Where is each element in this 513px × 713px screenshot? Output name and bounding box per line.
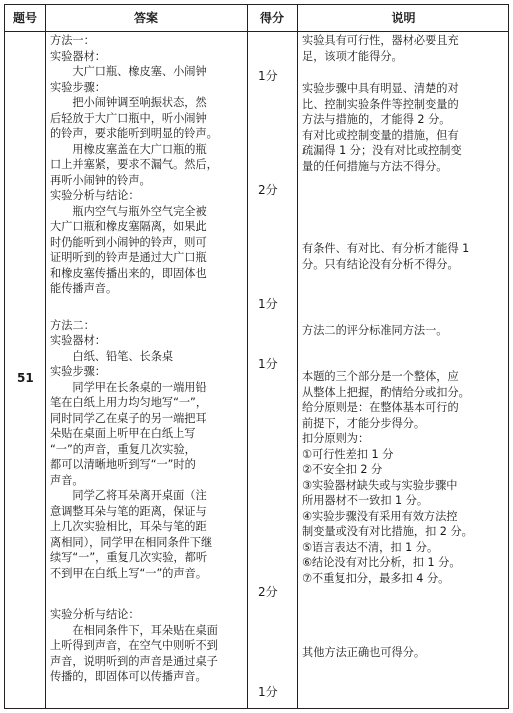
answer-line: 声音。 (50, 473, 84, 487)
note-line: 实验具有可行性，器材必要且充 (302, 34, 459, 47)
answer-line: 实验步骤： (50, 80, 106, 94)
answer-line: 离相同），同学甲在相同条件下继 (50, 535, 213, 549)
note-other-methods (302, 645, 507, 661)
note-steps (302, 81, 507, 174)
answer-line (50, 297, 244, 318)
answer-line: 都可以清晰地听到写“一”时的 (50, 458, 196, 471)
answer-line: 同学乙将耳朵离开桌面（注 (50, 489, 207, 502)
answer-line (50, 581, 244, 607)
note-line: ①可行性差扣 1 分 (302, 447, 394, 461)
answer-line: 上几次实验相比，耳朵与笔的距 (50, 520, 207, 533)
note-line: 有对比或控制变量的措施，但有 (302, 128, 459, 142)
score-analysis-1: 1分 (258, 297, 278, 311)
note-line: 本题的三个部分是一个整体，应 (302, 370, 459, 383)
answer-line: 声音，说明听到的声音是通过桌子 (50, 654, 218, 668)
answer-line: 不到甲在白纸上写“一”的声音。 (50, 566, 208, 580)
answer-line: 续写“一”，重复几次实验，都听 (50, 551, 208, 564)
header-divider (5, 31, 508, 32)
note-line: 扣分原则为： (302, 432, 370, 445)
answer-line: 实验器材： (50, 49, 106, 63)
answer-line: 在相同条件下，耳朵贴在桌面 (50, 623, 218, 637)
note-line: 实验步骤中具有明显、清楚的对 (302, 82, 459, 95)
answer-line: 方法二： (50, 318, 95, 332)
note-method-two (302, 323, 507, 339)
note-line: ③实验器材缺失或与实验步骤中 (302, 478, 458, 492)
note-line: 从整体上把握，酌情给分或扣分。 (302, 385, 470, 399)
note-line: 方法二的评分标准同方法一。 (302, 324, 448, 337)
note-line: 方法与措施的，才能得 2 分。 (302, 113, 451, 126)
header-answer: 答案 (133, 11, 158, 25)
note-equipment (302, 33, 507, 64)
answer-line: 和橡皮塞传播出来的，即固体也 (50, 266, 207, 280)
answer-line: 把小闹钟调至响振状态，然 (50, 96, 207, 109)
divider-col-2 (247, 5, 248, 708)
answer-line: 能传播声音。 (50, 282, 118, 295)
note-line: ⑤语言表达不清，扣 1 分。 (302, 540, 439, 554)
note-line: 给分原则是：在整体基本可行的 (302, 401, 459, 414)
answer-line: 证明听到的铃声是通过大广口瓶 (50, 251, 207, 264)
note-analysis (302, 241, 507, 272)
note-line: 足，该项才能得分。 (302, 49, 403, 63)
header-note: 说明 (391, 11, 416, 25)
header-score: 得分 (259, 11, 284, 25)
score-steps-1: 2分 (258, 183, 278, 197)
answer-line: 的铃声，要求能听到明显的铃声。 (50, 127, 218, 140)
divider-col-1 (45, 5, 46, 708)
answer-line: 笔在白纸上用力均匀地写“一”， (50, 396, 208, 409)
answer-line: 再听小闹钟的铃声。 (50, 173, 151, 187)
note-line: 前提下，才能分步得分。 (302, 416, 426, 430)
answer-line: 同学甲在长条桌的一端用铅 (50, 380, 207, 394)
note-line: ⑦不重复扣分，最多扣 4 分。 (302, 571, 450, 585)
answer-line: 意调整耳朵与笔的距离，保证与 (50, 504, 207, 518)
note-line: 制变量或没有对比措施，扣 2 分。 (302, 525, 473, 538)
answer-line: 方法一： (50, 34, 95, 47)
score-equipment-2: 1分 (258, 357, 278, 371)
note-line: 有条件、有对比、有分析才能得 1 (302, 242, 470, 255)
answer-line: 实验器材： (50, 334, 106, 347)
note-line: ②不安全扣 2 分 (302, 463, 383, 476)
answer-line: 后轻放于大广口瓶中，听小闹钟 (50, 111, 207, 125)
note-deduction-rules (302, 369, 507, 586)
answer-line: 传播的，即固体可以传播声音。 (50, 670, 207, 683)
note-line: 量的任何措施与方法不得分。 (302, 159, 448, 173)
grading-table (4, 4, 509, 709)
answer-line: 口上并塞紧，要求不漏气。然后， (50, 158, 218, 171)
answer-line: 实验分析与结论： (50, 189, 140, 202)
note-line: 比、控制实验条件等控制变量的 (302, 97, 459, 111)
answer-line: 实验步骤： (50, 365, 106, 378)
answer-line: 大广口瓶和橡皮塞隔离，如果此 (50, 220, 207, 233)
note-line: 分。只有结论没有分析不得分。 (302, 257, 459, 271)
note-line: ④实验步骤没有采用有效方法控 (302, 509, 458, 523)
answer-line: 大广口瓶、橡皮塞、小闹钟 (50, 65, 207, 78)
answer-line: 同时同学乙在桌子的另一端把耳 (50, 411, 207, 425)
header-question-number: 题号 (12, 11, 37, 25)
note-line: ⑥结论没有对比分析，扣 1 分。 (302, 556, 461, 569)
answer-line: 朵贴在桌面上听甲在白纸上写 (50, 427, 196, 440)
note-line: 其他方法正确也可得分。 (302, 646, 426, 659)
answer-line: 用橡皮塞盖在大广口瓶的瓶 (50, 142, 207, 156)
answer-line: 时仍能听到小闹钟的铃声，则可 (50, 235, 207, 249)
note-line: 所用器材不一致扣 1 分。 (302, 494, 429, 507)
score-analysis-2: 1分 (258, 685, 278, 699)
answer-content (50, 33, 244, 685)
answer-line: “一”的声音，重复几次实验， (50, 442, 196, 456)
divider-col-3 (297, 5, 298, 708)
answer-line: 实验分析与结论： (50, 608, 140, 621)
note-line: 疏漏得 1 分；没有对比或控制变 (302, 144, 462, 157)
answer-line: 白纸、铅笔、长条桌 (50, 349, 174, 363)
score-steps-2: 2分 (258, 585, 278, 599)
question-number: 51 (17, 371, 34, 385)
answer-line: 瓶内空气与瓶外空气完全被 (50, 204, 207, 218)
answer-line: 上听得到声音，在空气中则听不到 (50, 639, 218, 652)
score-equipment-1: 1分 (258, 69, 278, 83)
